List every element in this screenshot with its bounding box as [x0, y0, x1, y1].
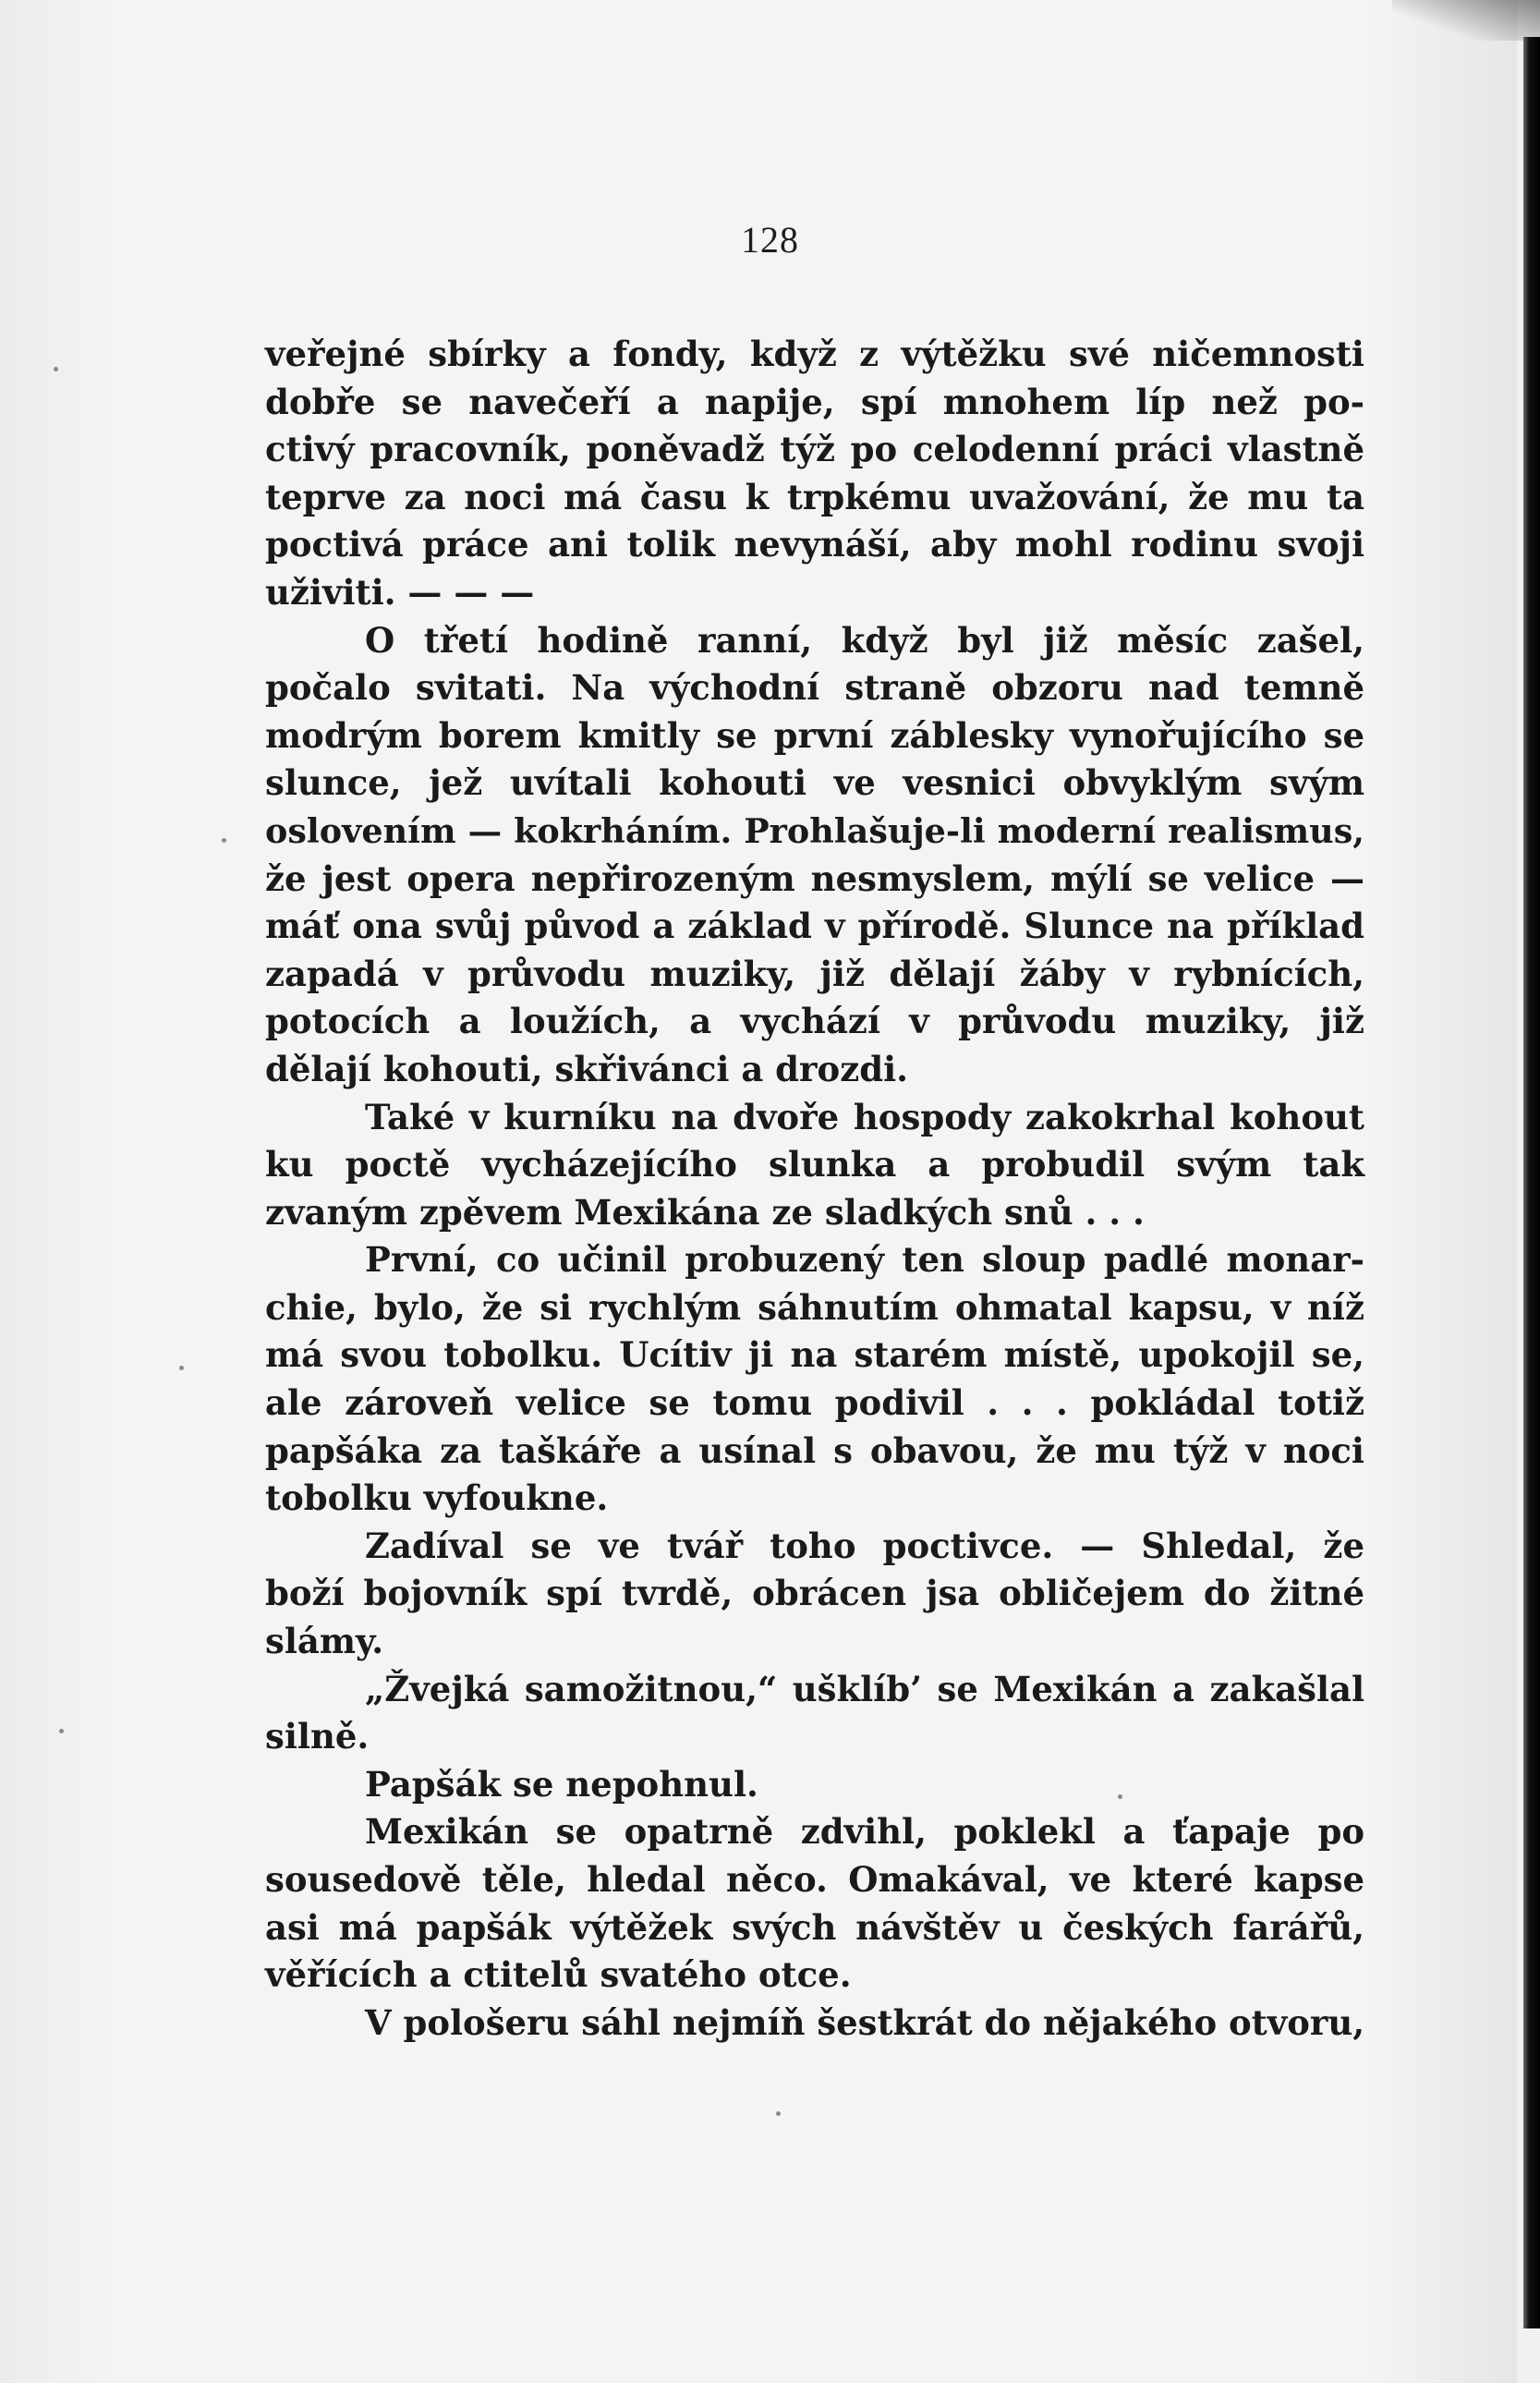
- text-line: veřejné sbírky a fondy, když z výtěžku své ničemnosti: [265, 334, 1364, 374]
- text-line: oslovením — kokrháním. Prohlašuje-li moderní realismus,: [265, 810, 1364, 851]
- text-line: teprve za noci má času k trpkému uvažování, že mu ta: [265, 476, 1364, 517]
- text-line: chie, bylo, že si rychlým sáhnutím ohmatal kapsu, v níž: [265, 1286, 1364, 1328]
- text-line: asi má papšák výtěžek svých návštěv u českých farářů,: [265, 1906, 1364, 1948]
- text-line: že jest opera nepřirozeným nesmyslem, mýlí se velice —: [265, 857, 1364, 899]
- text-line: silně.: [265, 1716, 370, 1757]
- text-line: uživiti. — — —: [265, 571, 535, 613]
- text-line: papšáka za taškáře a usínal s obavou, že mu týž v noci: [265, 1429, 1364, 1471]
- scan-edge-right: [1523, 37, 1540, 2328]
- scan-speck: [59, 1729, 64, 1733]
- text-line: poctivá práce ani tolik nevynáší, aby mohl rodinu svoji: [265, 524, 1364, 565]
- text-line: slunce, jež uvítali kohouti ve vesnici obvyklým svým: [265, 762, 1364, 804]
- text-line: věřících a ctitelů svatého otce.: [265, 1954, 852, 1996]
- page-number: 128: [741, 219, 799, 261]
- text-line: potocích a loužích, a vychází v průvodu muziky, již: [265, 1001, 1364, 1042]
- text-line: Zadíval se ve tvář toho poctivce. — Shledal, že: [365, 1525, 1364, 1566]
- text-line: „Žvejká samožitnou,“ ušklíb’ se Mexikán a zakašlal: [365, 1668, 1364, 1709]
- text-line: První, co učinil probuzený ten sloup padlé monar-: [365, 1239, 1364, 1281]
- text-line: dělají kohouti, skřivánci a drozdi.: [265, 1048, 909, 1089]
- text-line: sousedově těle, hledal něco. Omakával, ve které kapse: [265, 1859, 1364, 1900]
- scan-speck: [776, 2111, 781, 2116]
- text-line: ctivý pracovník, poněvadž týž po celodenní práci vlastně: [265, 429, 1364, 470]
- body-text: [265, 331, 1364, 2047]
- scan-shadow-top: [1392, 0, 1540, 41]
- scan-speck: [54, 367, 58, 371]
- scan-speck: [222, 838, 226, 843]
- text-line: Papšák se nepohnul.: [365, 1763, 758, 1805]
- text-line: máť ona svůj původ a základ v přírodě. Slunce na příklad: [265, 906, 1364, 947]
- text-line: ale zároveň velice se tomu podivil . . . pokládal totiž: [265, 1382, 1364, 1424]
- scan-speck: [179, 1366, 184, 1370]
- text-line: dobře se navečeří a napije, spí mnohem líp než po-: [265, 381, 1364, 422]
- text-line: ku poctě vycházejícího slunka a probudil svým tak: [265, 1144, 1364, 1185]
- text-line: modrým borem kmitly se první záblesky vynořujícího se: [265, 714, 1364, 756]
- text-line: V pološeru sáhl nejmíň šestkrát do nějakého otvoru,: [365, 2001, 1365, 2043]
- text-line: slámy.: [265, 1621, 384, 1662]
- text-line: zvaným zpěvem Mexikána ze sladkých snů . . .: [265, 1191, 1145, 1233]
- text-line: počalo svitati. Na východní straně obzoru nad temně: [265, 667, 1364, 709]
- text-line: Také v kurníku na dvoře hospody zakokrhal kohout: [365, 1096, 1364, 1137]
- text-line: zapadá v průvodu muziky, již dělají žáby v rybnících,: [265, 953, 1364, 994]
- text-line: má svou tobolku. Ucítiv ji na starém místě, upokojil se,: [265, 1334, 1364, 1376]
- scan-speck: [1118, 1794, 1122, 1799]
- text-line: O třetí hodině ranní, když byl již měsíc zašel,: [365, 619, 1364, 661]
- text-line: Mexikán se opatrně zdvihl, poklekl a ťapaje po: [365, 1811, 1364, 1853]
- text-line: tobolku vyfoukne.: [265, 1477, 609, 1519]
- text-line: boží bojovník spí tvrdě, obrácen jsa obličejem do žitné: [265, 1573, 1364, 1614]
